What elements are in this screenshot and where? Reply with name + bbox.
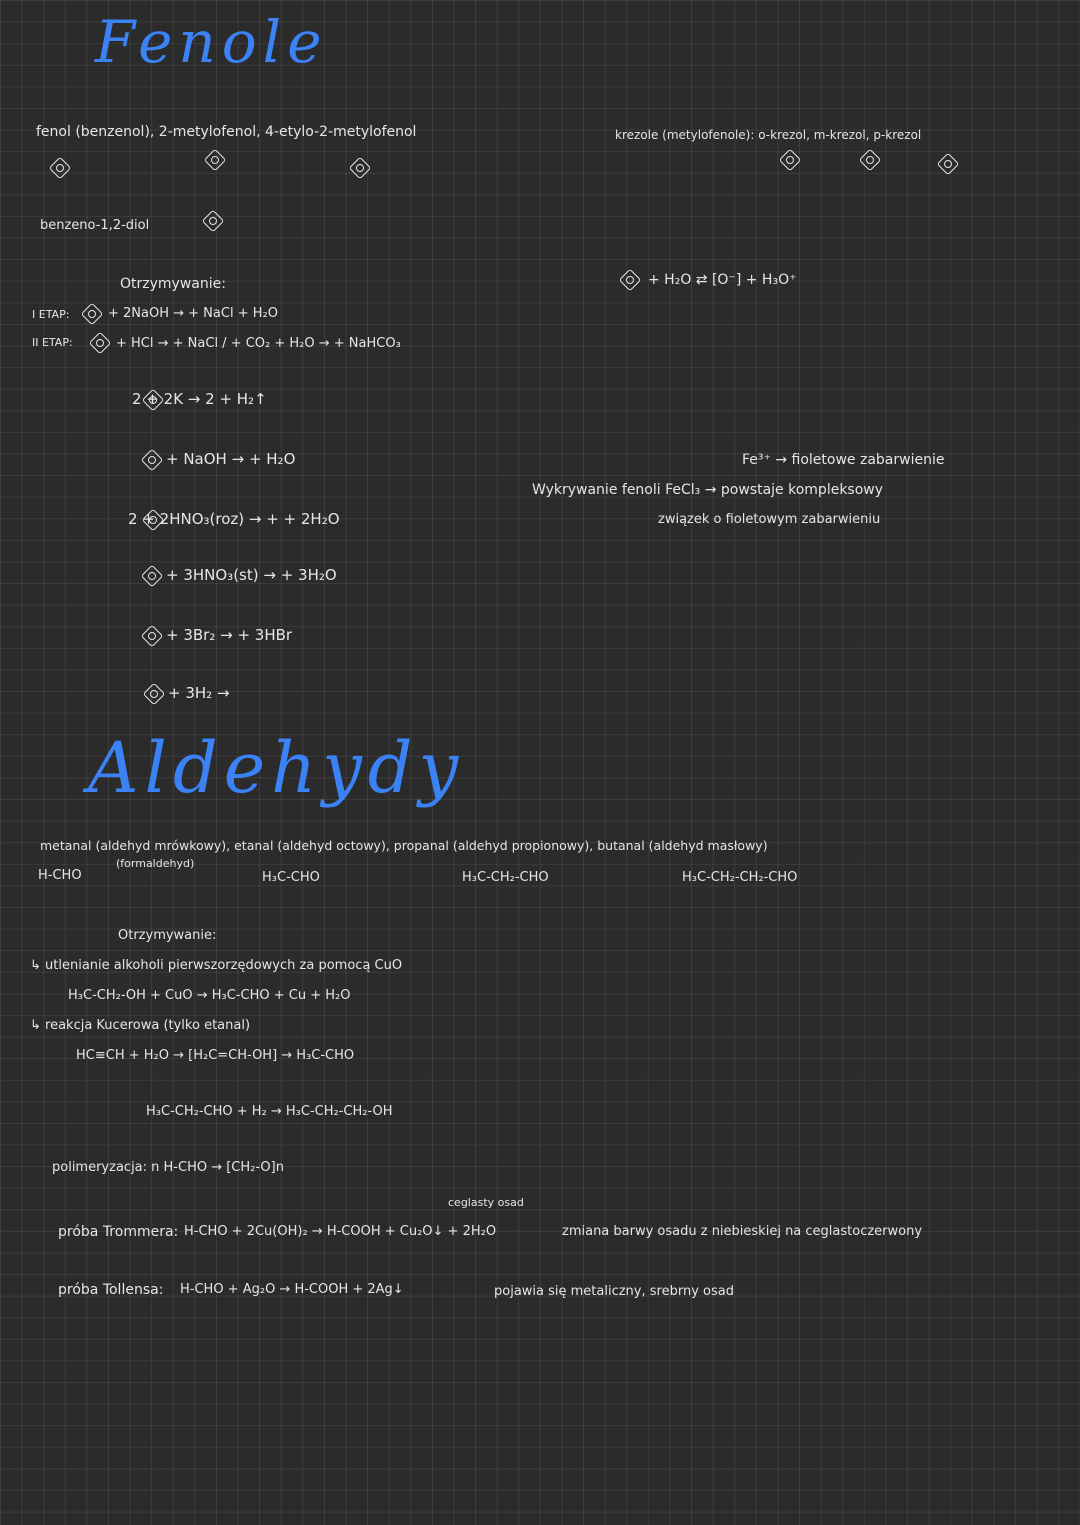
phenol-detection: Wykrywanie fenoli FeCl₃ → powstaje kompleksowy [532, 482, 884, 498]
cresols-names: krezole (metylofenole): o-krezol, m-krezol, p-krezol [615, 128, 922, 142]
polymerization: polimeryzacja: n H-CHO → [CH₂-O]n [52, 1160, 284, 1175]
formula-propanal: H₃C-CH₂-CHO [462, 870, 549, 885]
phenol-names: fenol (benzenol), 2-metylofenol, 4-etylo-2-metylofenol [36, 124, 417, 140]
kucherov-equation: HC≡CH + H₂O → [H₂C=CH-OH] → H₃C-CHO [76, 1048, 355, 1063]
oxidation-equation: H₃C-CH₂-OH + CuO → H₃C-CHO + Cu + H₂O [68, 988, 351, 1003]
stage1-label: I ETAP: [32, 308, 70, 321]
diol-name: benzeno-1,2-diol [40, 218, 150, 233]
phenol-detection-2: związek o fioletowym zabarwieniu [658, 512, 881, 527]
stage2-equation: + HCl → + NaCl / + CO₂ + H₂O → + NaHCO₃ [116, 336, 401, 351]
section-title-aldehydy: Aldehydy [88, 727, 465, 809]
benzene-ring-icon [141, 625, 164, 648]
phenol-equilibrium: + H₂O ⇄ [O⁻] + H₃O⁺ [648, 272, 797, 288]
benzene-ring-icon [81, 303, 104, 326]
benzene-ring-icon [204, 149, 227, 172]
formaldehyde-label: (formaldehyd) [116, 857, 195, 870]
benzene-ring-icon [89, 332, 112, 355]
benzene-ring-icon [779, 149, 802, 172]
benzene-ring-icon [141, 449, 164, 472]
reaction-conc-nitric: + 3HNO₃(st) → + 3H₂O [166, 566, 337, 584]
trommer-result: zmiana barwy osadu z niebieskiej na ceglastoczerwony [562, 1224, 923, 1239]
benzene-ring-icon [859, 149, 882, 172]
benzene-ring-icon [49, 157, 72, 180]
section-title-fenole: Fenole [95, 8, 328, 76]
reaction-dilute-nitric: 2 + 2HNO₃(roz) → + + 2H₂O [128, 510, 340, 528]
formula-ethanal: H₃C-CHO [262, 870, 320, 885]
obtaining-label: Otrzymywanie: [120, 276, 226, 292]
oxidation-text: ↳ utlenianie alkoholi pierwszorzędowych za pomocą CuO [30, 958, 403, 973]
tollens-equation: H-CHO + Ag₂O → H-COOH + 2Ag↓ [180, 1282, 404, 1297]
tollens-label: próba Tollensa: [58, 1282, 164, 1298]
reaction-potassium: 2 + 2K → 2 + H₂↑ [132, 390, 267, 408]
benzene-ring-icon [141, 565, 164, 588]
formula-butanal: H₃C-CH₂-CH₂-CHO [682, 870, 798, 885]
trommer-equation: H-CHO + 2Cu(OH)₂ → H-COOH + Cu₂O↓ + 2H₂O [184, 1224, 497, 1239]
reaction-naoh: + NaOH → + H₂O [166, 450, 296, 468]
formula-methanal: H-CHO [38, 868, 82, 883]
reduction-equation: H₃C-CH₂-CHO + H₂ → H₃C-CH₂-CH₂-OH [146, 1104, 393, 1119]
stage1-equation: + 2NaOH → + NaCl + H₂O [108, 306, 278, 321]
benzene-ring-icon [349, 157, 372, 180]
tollens-result: pojawia się metaliczny, srebrny osad [494, 1284, 734, 1299]
fe-test-line: Fe³⁺ → fioletowe zabarwienie [742, 452, 945, 468]
benzene-ring-icon [619, 269, 642, 292]
aldehyde-names: metanal (aldehyd mrówkowy), etanal (aldehyd octowy), propanal (aldehyd propionowy), butanal (aldehyd masłowy) [40, 838, 768, 853]
benzene-ring-icon [937, 153, 960, 176]
reaction-hydrogen: + 3H₂ → [168, 684, 230, 702]
reaction-bromine: + 3Br₂ → + 3HBr [166, 626, 293, 644]
stage2-label: II ETAP: [32, 336, 73, 349]
trommer-label: próba Trommera: [58, 1224, 179, 1240]
aldehyde-obtaining-label: Otrzymywanie: [118, 928, 217, 943]
kucherov-text: ↳ reakcja Kucerowa (tylko etanal) [30, 1018, 251, 1033]
benzene-ring-icon [143, 683, 166, 706]
benzene-ring-icon [202, 210, 225, 233]
trommer-note: ceglasty osad [448, 1196, 524, 1209]
